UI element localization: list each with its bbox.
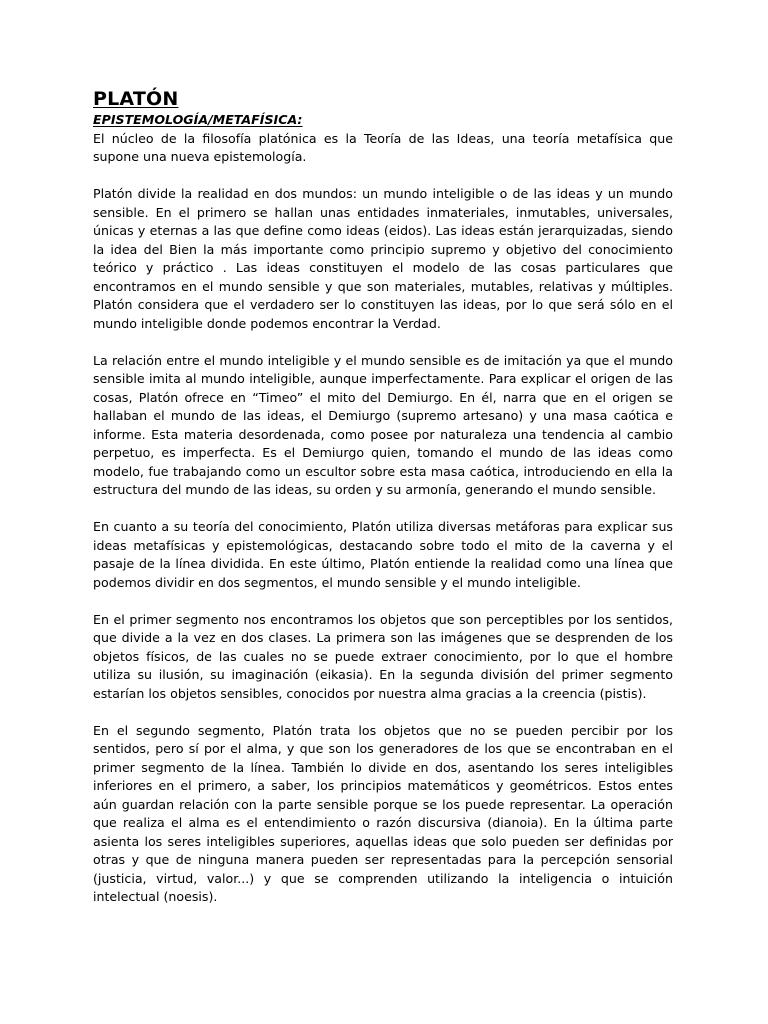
paragraph-second-segment: En el segundo segmento, Platón trata los objetos que no se pueden percibir por los sentidos, pero sí por el alma, y que son los generadores de los que se encontraban en el primer segmento de la línea. También lo divide en dos, asentando los seres inteligibles inferiores en el primero, a saber, los principios matemáticos y geométricos. Estos entes aún guardan relación con la parte sensible porque se los puede representar. La operación que realiza el alma es el entendimiento o razón discursiva (dianoia). En la última parte asienta los seres inteligibles superiores, aquellas ideas que solo pueden ser definidas por otras y que de ninguna manera pueden ser representadas para la percepción sensorial (justicia, virtud, valor...) y que se comprenden utilizando la inteligencia o intuición intelectual (noesis). — [93, 722, 673, 904]
document-title: PLATÓN — [93, 88, 179, 110]
paragraph-two-worlds: Platón divide la realidad en dos mundos: un mundo inteligible o de las ideas y un mundo sensible. En el primero se hallan unas entidades inmateriales, inmutables, universales, únicas y eternas a las que define como ideas (eidos). Las ideas están jerarquizadas, siendo la idea del Bien la más importante como principio supremo y objetivo del conocimiento teórico y práctico . Las ideas constituyen el modelo de las cosas particulares que encontramos en el mundo sensible y que son materiales, mutables, relativas y múltiples. Platón considera que el verdadero ser lo constituyen las ideas, por lo que será sólo en el mundo inteligible donde podemos encontrar la Verdad. — [93, 186, 673, 331]
paragraph-knowledge-theory: En cuanto a su teoría del conocimiento, Platón utiliza diversas metáforas para explicar sus ideas metafísicas y epistemológicas, destacando sobre todo el mito de la caverna y el pasaje de la línea dividida. En este último, Platón entiende la realidad como una línea que podemos dividir en dos segmentos, el mundo sensible y el mundo inteligible. — [93, 519, 673, 590]
section-heading: EPISTEMOLOGÍA/METAFÍSICA: — [93, 112, 303, 127]
document-page — [93, 87, 673, 925]
paragraph-demiurge: La relación entre el mundo inteligible y el mundo sensible es de imitación ya que el mundo sensible imita al mundo inteligible, aunque imperfectamente. Para explicar el origen de las cosas, Platón ofrece en “Timeo” el mito del Demiurgo. En él, narra que en el origen se hallaban el mundo de las ideas, el Demiurgo (supremo artesano) y una masa caótica e informe. Esta materia desordenada, como posee por naturaleza una tendencia al cambio perpetuo, es imperfecta. Es el Demiurgo quien, tomando el mundo de las ideas como modelo, fue trabajando como un escultor sobre esta masa caótica, introduciendo en ella la estructura del mundo de las ideas, su orden y su armonía, generando el mundo sensible. — [93, 352, 673, 497]
paragraph-intro: El núcleo de la filosofía platónica es la Teoría de las Ideas, una teoría metafísica que supone una nueva epistemología. — [93, 130, 673, 164]
paragraph-first-segment: En el primer segmento nos encontramos los objetos que son perceptibles por los sentidos, que divide a la vez en dos clases. La primera son las imágenes que se desprenden de los objetos físicos, de las cuales no se puede extraer conocimiento, por lo que el hombre utiliza su ilusión, su imaginación (eikasia). En la segunda división del primer segmento estarían los objetos sensibles, conocidos por nuestra alma gracias a la creencia (pistis). — [93, 611, 673, 701]
